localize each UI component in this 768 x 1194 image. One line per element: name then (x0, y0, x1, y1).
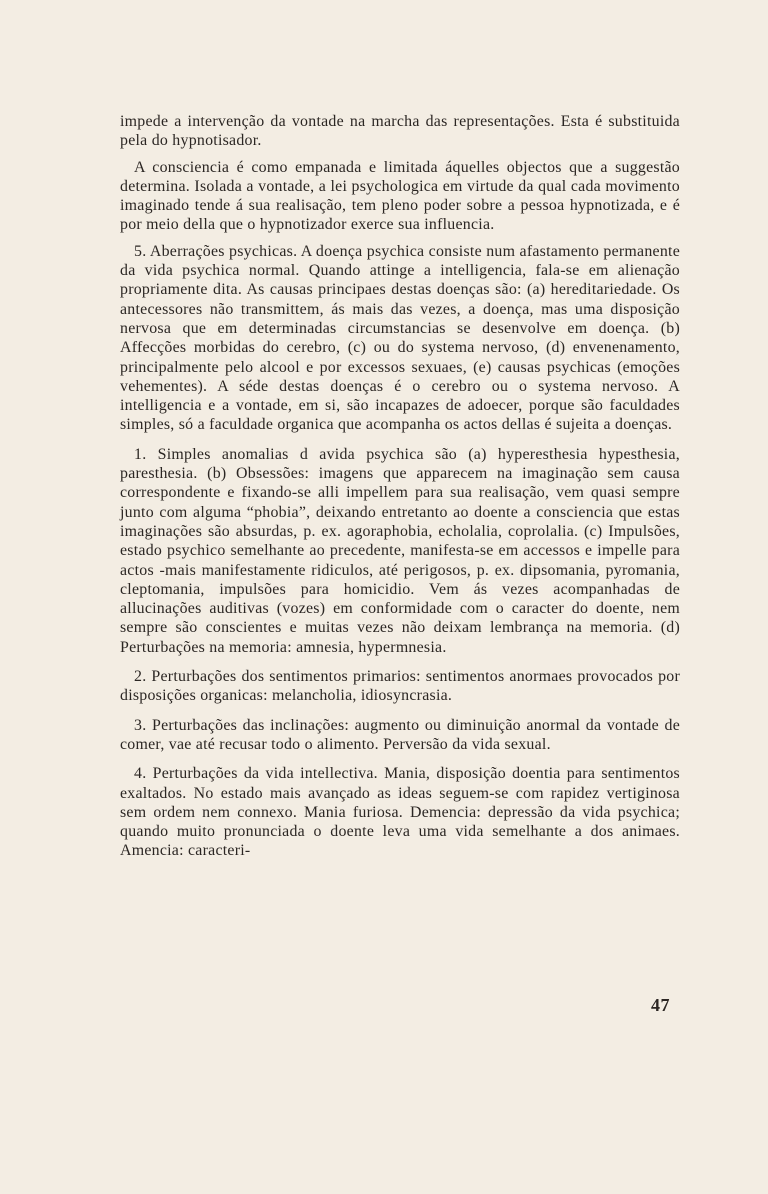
page-body (120, 112, 680, 868)
paragraph-continuation: impede a intervenção da vontade na marcha das representações. Esta é substituida pela do hypnotisador. (120, 113, 680, 150)
paragraph-consciencia: A consciencia é como empanada e limitada áquelles objectos que a suggestão determina. Isolada a vontade, a lei psychologica em virtude da qual cada movimento imaginado tende á sua realisação, tem pleno poder sobre a pessoa hypnotizada, e é por meio della que o hypnotizador exerce sua influencia. (120, 158, 680, 234)
paragraph-perturbacoes-sentimentos: 2. Perturbações dos sentimentos primarios: sentimentos anormaes provocados por disposições organicas: melancholia, idiosyncrasia. (120, 668, 680, 705)
paragraph-perturbacoes-vida-intellectiva: 4. Perturbações da vida intellectiva. Mania, disposição doentia para sentimentos exaltados. No estado mais avançado as ideas seguem-se com rapidez vertiginosa sem ordem nem connexo. Mania furiosa. Demencia: depressão da vida psychica; quando muito pronunciada o doente leva uma vida semelhante a dos animaes. Amencia: caracteri- (120, 765, 680, 860)
page-number: 47 (651, 995, 670, 1015)
paragraph-perturbacoes-inclinacoes: 3. Perturbações das inclinações: augmento ou diminuição anormal da vontade de comer, vae até recusar todo o alimento. Perversão da vida sexual. (120, 716, 680, 753)
paragraph-simples-anomalias: 1. Simples anomalias d avida psychica são (a) hyperesthesia hypesthesia, paresthesia. (b) Obsessões: imagens que apparecem na imaginação sem causa correspondente e fixando-se alli impellem para sua realisação, vem quasi sempre junto com alguma “phobia”, deixando entretanto ao doente a consciencia que estas imaginações são absurdas, p. ex. agoraphobia, echolalia, coprolalia. (c) Impulsões, estado psychico semelhante ao precedente, manifesta-se em accessos e impelle para actos -mais manifestamente ridiculos, até perigosos, p. ex. dipsomania, pyromania, cleptomania, impulsões para homicidio. Vem ás vezes acompanhadas de allucinações auditivas (vozes) em conformidade com o caracter do doente, nem sempre são conscientes e muitas vezes não deixam lembrança na memoria. (d) Perturbações na memoria: amnesia, hypermnesia. (120, 445, 680, 656)
paragraph-aberracoes-psychicas: 5. Aberrações psychicas. A doença psychica consiste num afastamento permanente da vida psychica normal. Quando attinge a intelligencia, fala-se em alienação propriamente dita. As causas principaes destas doenças são: (a) hereditariedade. Os antecessores não transmittem, ás mais das vezes, a doença, mas uma disposição nervosa que em determinadas circumstancias se desenvolve em doença. (b) Affecções morbidas do cerebro, (c) ou do systema nervoso, (d) envenenamento, principalmente pelo alcool e por excessos sexuaes, (e) causas psychicas (emoções vehementes). A séde destas doenças é o cerebro ou o systema nervoso. A intelligencia e a vontade, em si, são incapazes de adoecer, porque são faculdades simples, só a faculdade organica que acompanha os actos dellas é sujeita a doenças. (120, 242, 680, 434)
